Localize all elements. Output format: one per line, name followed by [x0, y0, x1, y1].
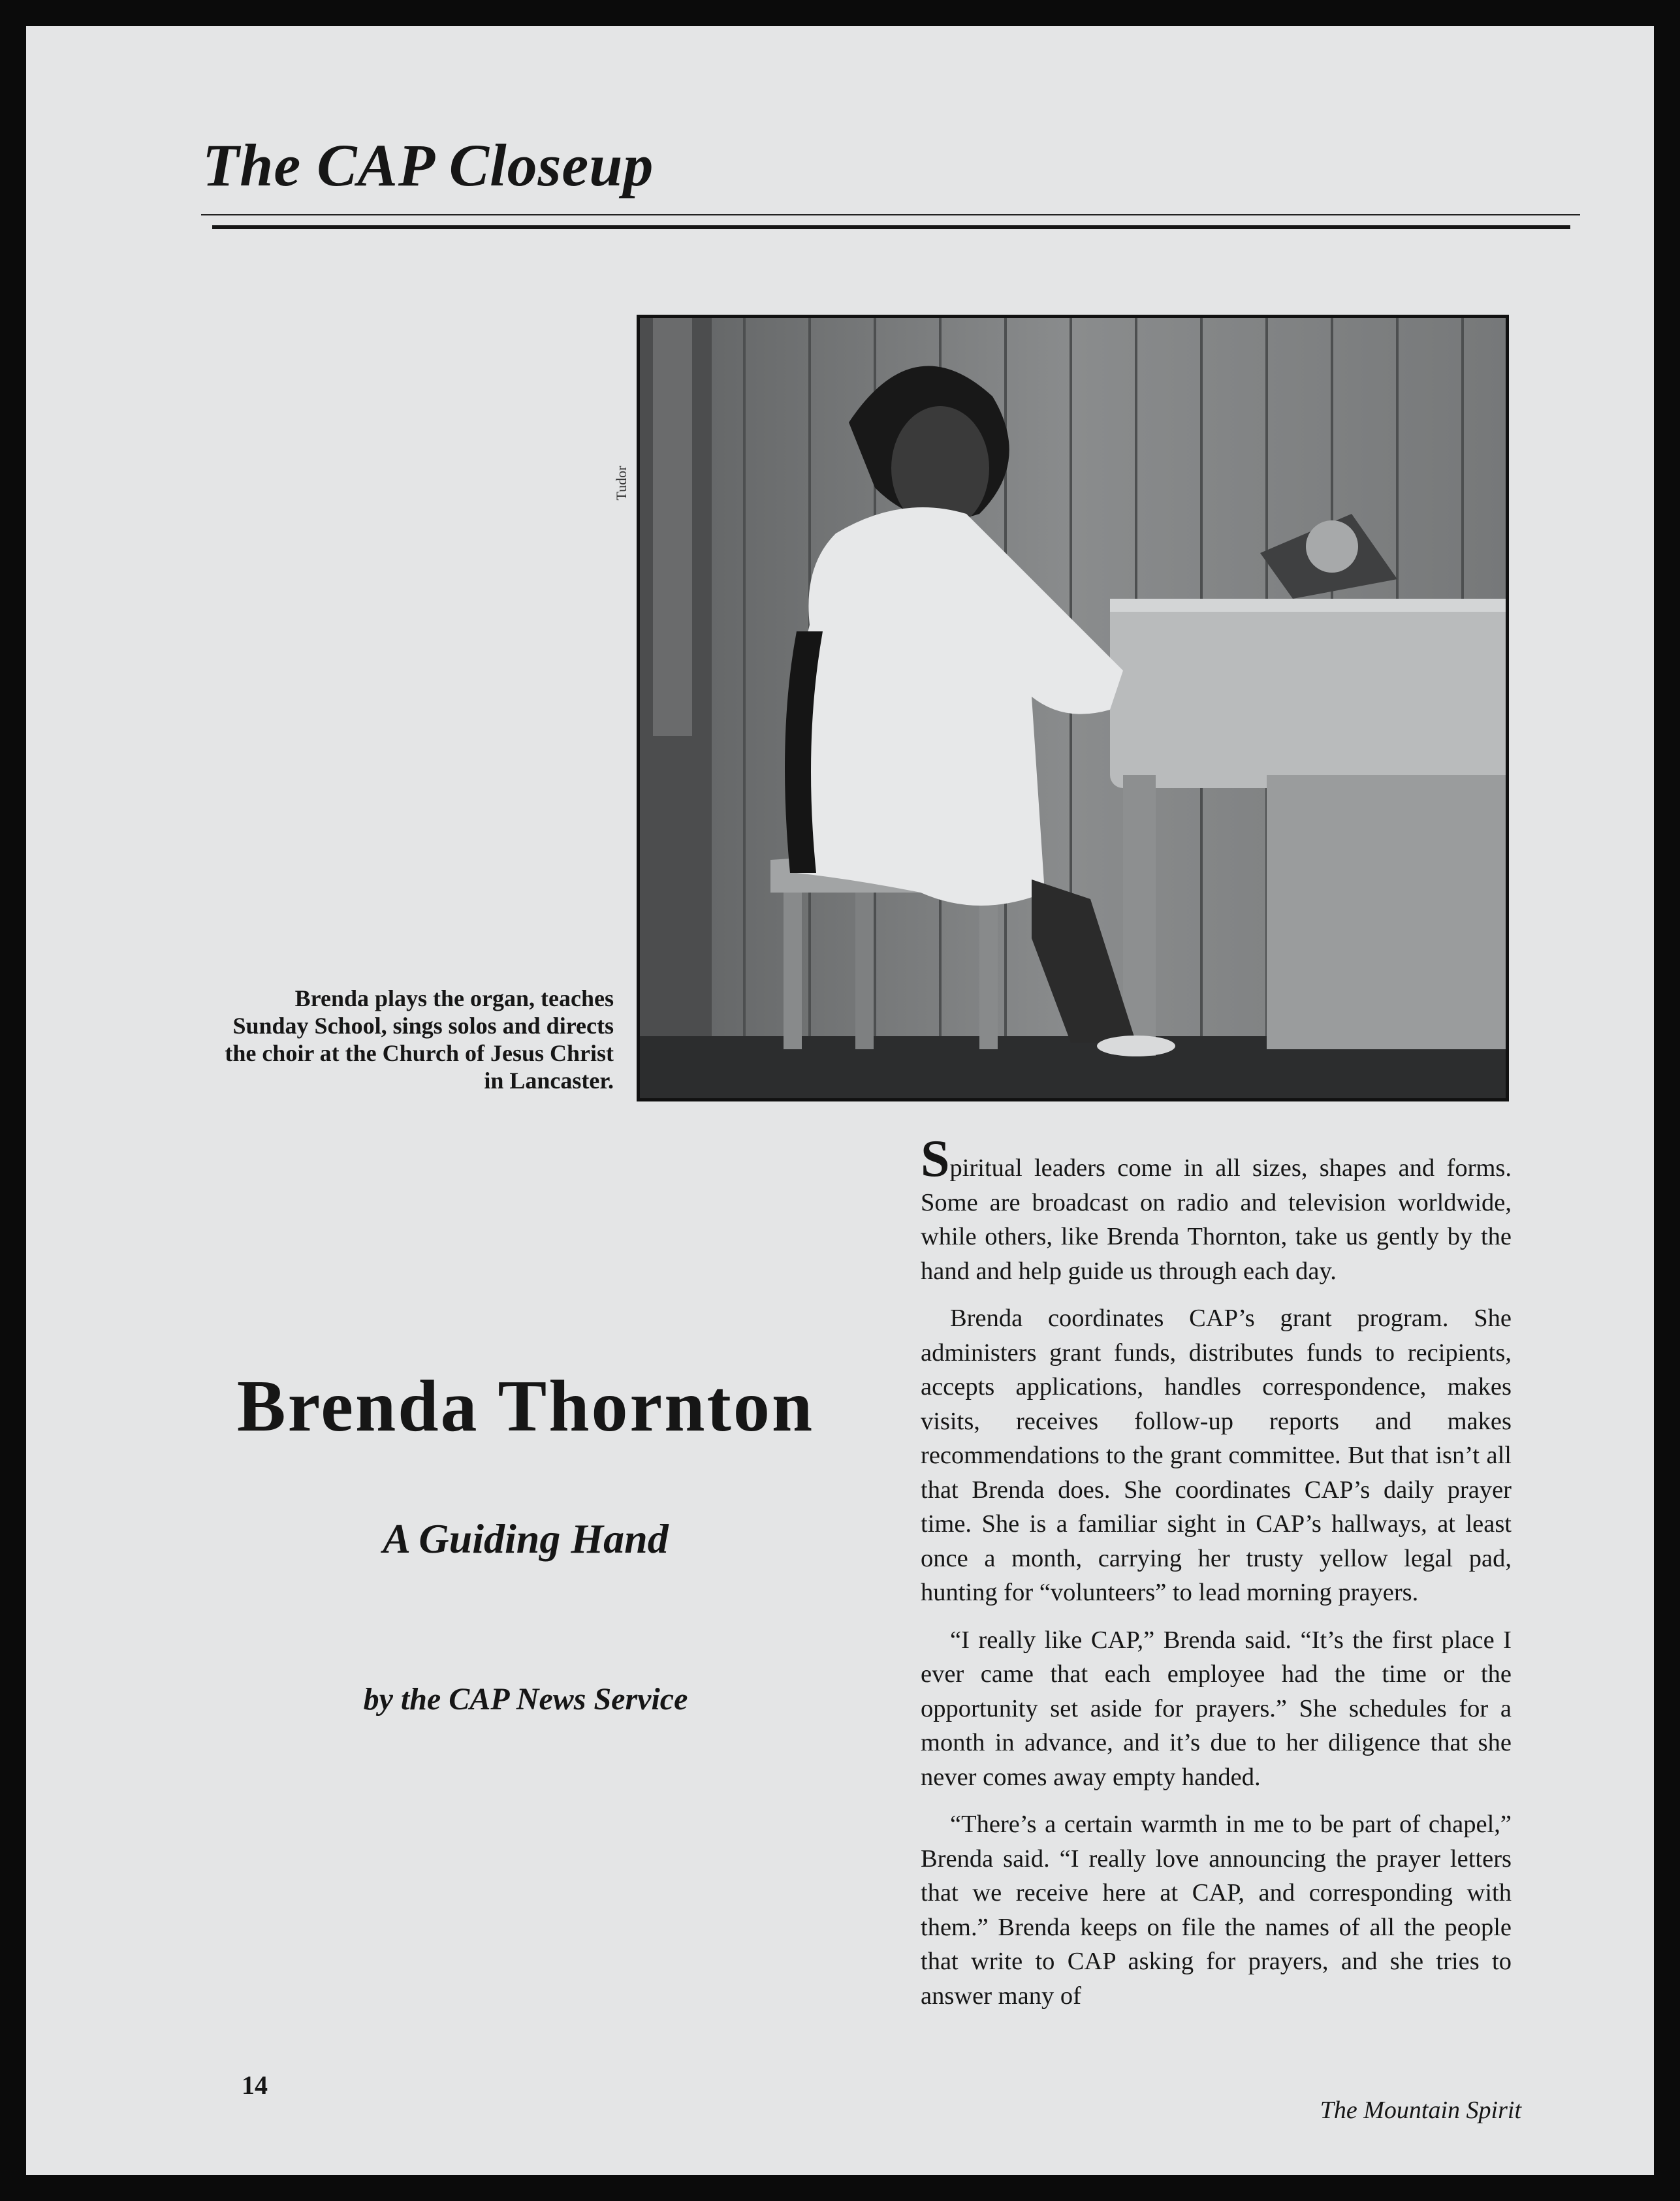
header-rule-thick [212, 225, 1570, 229]
drop-cap: S [921, 1130, 950, 1188]
photo-illustration [640, 318, 1506, 1098]
section-title: The CAP Closeup [202, 132, 654, 198]
photo-woman-at-organ [637, 315, 1509, 1101]
article-paragraph: Brenda coordinates CAP’s grant program. She administers grant funds, distributes funds to recipients, accepts applications, handles correspondence, makes visits, receives follow-up reports and makes recommendations to the grant committee. But that isn’t all that Brenda does. She coordinates CAP’s daily prayer time. She is a familiar sight in CAP’s hallways, at least once a month, carrying her trusty yellow legal pad, hunting for “volunteers” to lead morning prayers. [921, 1305, 1512, 1606]
publication-name: The Mountain Spirit [1320, 2097, 1521, 2124]
header-rule-thin [201, 214, 1580, 215]
photo-credit-text: Tudor [613, 466, 629, 501]
article-paragraph [921, 1130, 1512, 1288]
photo-caption: Brenda plays the organ, teaches Sunday School, sings solos and directs the choir at the Church of Jesus Christ in Lancaster. [225, 985, 614, 1094]
article-paragraph: “There’s a certain warmth in me to be part of chapel,” Brenda said. “I really love announcing the prayer letters that we receive here at CAP, and corresponding with them.” Brenda keeps on file the names of all the people that write to CAP asking for prayers, and she tries to answer many of [921, 1811, 1512, 2010]
page-number: 14 [242, 2070, 268, 2100]
paragraph-text: piritual leaders come in all sizes, shapes and forms. Some are broadcast on radio and television worldwide, while others, like Brenda Thornton, take us gently by the hand and help guide us through each day. [921, 1154, 1512, 1285]
article-subhead: A Guiding Hand [383, 1515, 669, 1562]
article-byline: by the CAP News Service [363, 1682, 688, 1717]
magazine-page [26, 26, 1654, 2175]
article-body [921, 1130, 1512, 2026]
article-paragraph: “I really like CAP,” Brenda said. “It’s the first place I ever came that each employee had the time or the opportunity set aside for prayers.” She schedules for a month in advance, and it’s due to her diligence that she never comes away empty handed. [921, 1626, 1512, 1791]
article-headline: Brenda Thornton [236, 1366, 815, 1447]
photo-credit [607, 444, 636, 522]
